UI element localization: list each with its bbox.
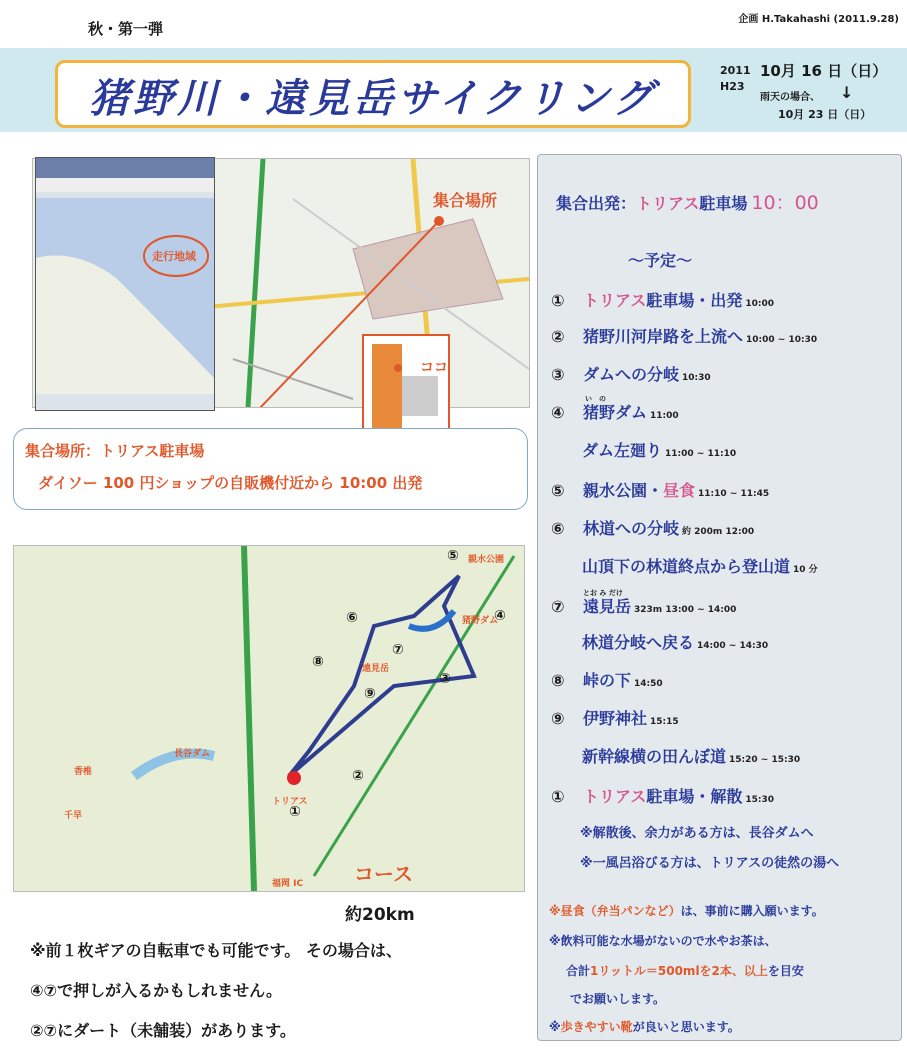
meeting-point-label: 集合場所 — [433, 191, 498, 210]
schedule-row — [551, 478, 769, 501]
row-time: 15:20 ~ 15:30 — [729, 755, 801, 765]
row-number: ⑥ — [551, 519, 565, 538]
row-text: ダムへの分岐 — [583, 365, 680, 384]
row-time: 323m 13:00 ~ 14:00 — [634, 605, 737, 615]
row-time: 10:30 — [682, 373, 711, 383]
row-text: 伊野神社 — [583, 709, 648, 728]
course-map — [13, 545, 525, 892]
row-text: 峠の下 — [583, 671, 632, 690]
schedule-row — [582, 438, 736, 461]
memo-3-red: 1リットル＝500mlを2本、以上 — [590, 964, 768, 978]
memo-2: ※飲料可能な水場がないので水やお茶は、 — [549, 934, 777, 948]
event-date: 10月 16 日（日） — [760, 62, 888, 80]
after-note-1: ※解散後、余力がある方は、長谷ダムへ — [580, 826, 814, 841]
page-title: 猪野川・遠見岳サイクリング — [89, 76, 657, 122]
row-number: ⑧ — [551, 671, 565, 690]
row-number: ⑤ — [551, 481, 565, 500]
row-ruby: とお み だけ — [583, 589, 623, 597]
row-time: 11:00 — [650, 411, 679, 421]
depart-prefix: 集合出発： — [556, 194, 637, 213]
meeting-info-line2: ダイソー 100 円ショップの自販機付近から 10:00 出発 — [38, 474, 423, 492]
row-number: ③ — [551, 365, 565, 384]
depart-time: 10：00 — [751, 192, 819, 214]
memo-5 — [549, 1018, 740, 1035]
marker-6: ⑥ — [346, 610, 358, 626]
schedule-row — [551, 668, 663, 691]
note-line1: ※前１枚ギアの自転車でも可能です。 その場合は、 — [30, 941, 402, 960]
rain-note: 雨天の場合、 — [760, 92, 820, 103]
memo-1-red: ※昼食（弁当パンなど） — [549, 904, 681, 918]
memo-3 — [566, 962, 804, 979]
row-text: 猪野ダム — [583, 403, 648, 422]
memo-5-a: ※ — [549, 1020, 561, 1034]
row-time: 約 200m 12:00 — [682, 527, 755, 537]
row-text: 駐車場・出発 — [646, 291, 743, 310]
depart-rest: 駐車場 — [699, 194, 748, 213]
marker-8: ⑧ — [312, 654, 324, 670]
schedule-row — [551, 706, 679, 729]
memo-5-red: 歩きやすい靴 — [560, 1020, 633, 1034]
label-tomidake: 遠見岳 — [362, 664, 390, 674]
label-shinsui-park: 親水公園 — [468, 555, 505, 565]
row-time: 14:50 — [634, 679, 663, 689]
label-chihaya: 千早 — [64, 811, 83, 821]
credit: 企画 H.Takahashi (2011.9.28) — [738, 14, 899, 25]
schedule-row — [551, 589, 737, 617]
schedule-row — [551, 324, 817, 347]
row-time: 11:00 ~ 11:10 — [665, 449, 737, 459]
label-ino-dam: 猪野ダム — [462, 616, 499, 626]
meeting-info-line1: 集合場所：トリアス駐車場 — [25, 442, 205, 460]
marker-3: ③ — [439, 671, 451, 687]
row-time: 15:30 — [745, 795, 775, 805]
departure-line — [556, 188, 819, 215]
row-text: 山頂下の林道終点から登山道 — [582, 557, 791, 576]
row-number: ① — [551, 291, 565, 310]
row-text: 駐車場・解散 — [646, 787, 743, 806]
row-number: ① — [551, 787, 565, 806]
schedule-row — [551, 395, 679, 423]
marker-1: ① — [289, 804, 301, 820]
row-pink: トリアス — [583, 291, 647, 310]
note-line3: ②⑦にダート（未舗装）があります。 — [30, 1021, 296, 1040]
schedule-row — [551, 362, 711, 385]
memo-5-b: が良いと思います。 — [632, 1020, 740, 1034]
event-heisei: H23 — [720, 80, 745, 93]
row-number: ⑦ — [551, 597, 565, 616]
koko-label: ココ — [420, 360, 448, 376]
memo-4: でお願いします。 — [570, 992, 666, 1006]
schedule-row — [582, 554, 818, 577]
row-text: 猪野川河岸路を上流へ — [583, 327, 744, 346]
row-text: 林道分岐へ戻る — [582, 633, 695, 652]
event-year: 2011 — [720, 64, 751, 77]
row-text: ダム左廻り — [582, 441, 663, 460]
schedule-row — [551, 516, 754, 539]
series-label: 秋・第一弾 — [88, 20, 164, 38]
row-time: 15:15 — [650, 717, 679, 727]
schedule-row — [551, 288, 774, 311]
row-text: 新幹線横の田んぼ道 — [582, 747, 727, 766]
row-text: 親水公園・ — [583, 481, 664, 500]
row-text: 遠見岳 — [583, 597, 632, 616]
label-course: コース — [354, 862, 413, 886]
marker-7: ⑦ — [392, 642, 404, 658]
plan-heading: ～予定～ — [628, 251, 693, 270]
inset-map — [35, 157, 215, 411]
down-arrow-icon: ↓ — [840, 83, 854, 102]
schedule-row — [582, 630, 768, 653]
row-number: ④ — [551, 403, 565, 422]
label-kashii: 香椎 — [74, 767, 93, 777]
row-time: 14:00 ~ 14:30 — [697, 641, 769, 651]
schedule-row — [582, 744, 800, 767]
inset-map-graphic — [36, 158, 214, 410]
row-lunch: 昼食 — [663, 481, 696, 500]
note-line2: ④⑦で押しが入るかもしれません。 — [30, 981, 283, 1000]
row-pink: トリアス — [583, 787, 647, 806]
course-map-graphic — [14, 546, 524, 891]
title-box — [55, 60, 691, 128]
schedule-row — [551, 784, 774, 807]
memo-1-rest: は、事前に購入願います。 — [680, 904, 824, 918]
marker-4: ④ — [494, 608, 506, 624]
label-fukuoka-ic: 福岡 IC — [272, 879, 304, 889]
label-trias: トリアス — [272, 797, 308, 807]
row-text: 林道への分岐 — [583, 519, 680, 538]
row-number: ② — [551, 327, 565, 346]
course-distance: 約20km — [345, 905, 415, 925]
row-time: 11:10 ~ 11:45 — [698, 489, 770, 499]
row-time: 10 分 — [793, 565, 818, 575]
marker-2: ② — [352, 768, 364, 784]
marker-9: ⑨ — [364, 686, 376, 702]
marker-5: ⑤ — [447, 548, 459, 564]
inset-area-label: 走行地域 — [152, 250, 196, 263]
memo-3-b: を目安 — [767, 964, 804, 978]
depart-place: トリアス — [636, 194, 700, 213]
memo-1 — [549, 902, 824, 919]
alt-date: 10月 23 日（日） — [778, 108, 872, 121]
row-time: 10:00 ~ 10:30 — [746, 335, 818, 345]
after-note-2: ※一風呂浴びる方は、トリアスの徒然の湯へ — [580, 856, 840, 871]
row-number: ⑨ — [551, 709, 565, 728]
memo-3-a: 合計 — [566, 964, 591, 978]
row-ruby: い の — [585, 395, 606, 403]
label-nagatani-dam: 長谷ダム — [174, 749, 211, 759]
row-time: 10:00 — [745, 299, 775, 309]
